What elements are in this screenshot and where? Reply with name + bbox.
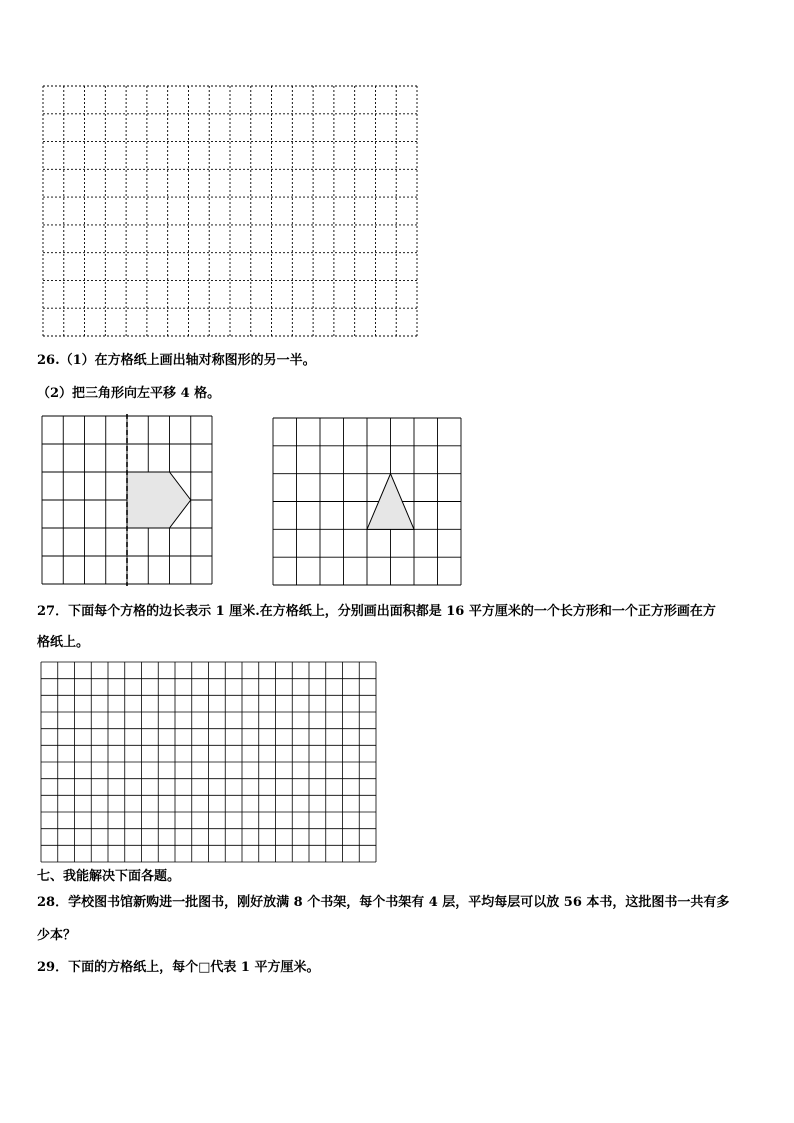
- question-26-part-2: （2）把三角形向左平移 4 格。: [37, 386, 221, 401]
- question-27-line-2: 格纸上。: [37, 635, 90, 650]
- symmetry-grid: [42, 416, 212, 584]
- question-28-line-1: 28．学校图书馆新购进一批图书，刚好放满 8 个书架，每个书架有 4 层，平均每层可以放 56 本书，这批图书一共有多: [37, 895, 730, 910]
- translation-grid: [273, 418, 461, 585]
- question-26-part-1: 26.（1）在方格纸上画出轴对称图形的另一半。: [37, 353, 316, 368]
- dashed-grid-paper: [43, 86, 417, 336]
- section-7-heading: 七、我能解决下面各题。: [37, 869, 181, 884]
- question-27-line-1: 27．下面每个方格的边长表示 1 厘米.在方格纸上，分别画出面积都是 16 平方厘米的一个长方形和一个正方形画在方: [37, 604, 716, 619]
- half-shape: [127, 472, 191, 528]
- question-29: 29．下面的方格纸上，每个□代表 1 平方厘米。: [37, 960, 320, 975]
- question-28-line-2: 少本？: [37, 928, 77, 943]
- area-grid-paper: [41, 662, 376, 862]
